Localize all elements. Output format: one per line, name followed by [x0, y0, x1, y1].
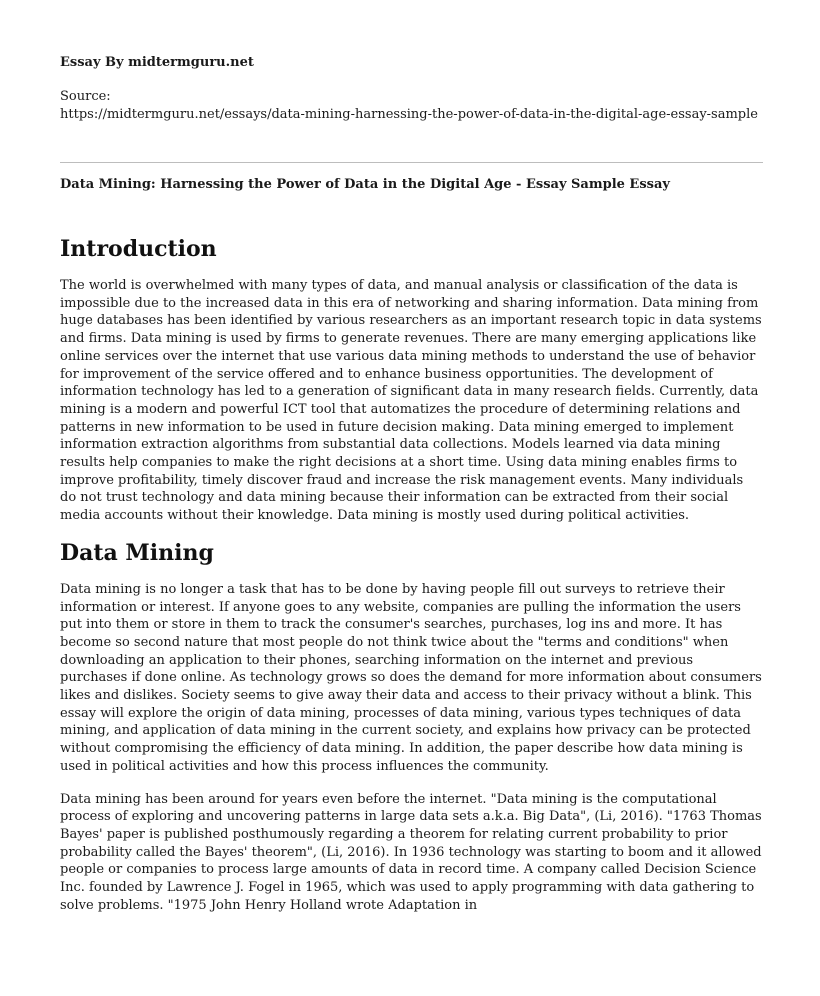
source-block	[60, 88, 763, 124]
section-heading: Data Mining	[60, 539, 214, 566]
paragraph: The world is overwhelmed with many types of data, and manual analysis or classification of the data is impossible due to the increased data in this era of networking and sharing information. Data mining from huge databases has been identified by various researchers as an important research topic in data systems and firms. Data mining is used by firms to generate revenues. There are many emerging applications like online services over the internet that use various data mining methods to understand the use of behavior for improvement of the service offered and to enhance business opportunities. The development of information technology has led to a generation of significant data in many research fields. Currently, data mining is a modern and powerful ICT tool that automatizes the procedure of determining relations and patterns in new information to be used in future decision making. Data mining emerged to implement information extraction algorithms from substantial data collections. Models learned via data mining results help companies to make the right decisions at a short time. Using data mining enables firms to improve profitability, timely discover fraud and increase the risk management events. Many individuals do not trust technology and data mining because their information can be extracted from their social media accounts without their knowledge. Data mining is mostly used during political activities.	[60, 278, 762, 524]
section-heading: Introduction	[60, 236, 217, 262]
paragraph: Data mining has been around for years even before the internet. "Data mining is the computational process of exploring and uncovering patterns in large data sets a.k.a. Big Data", (Li, 2016). "1763 Thomas Bayes' paper is published posthumously regarding a theorem for relating current probability to prior probability called the Bayes' theorem", (Li, 2016). In 1936 technology was starting to boom and it allowed people or companies to process large amounts of data in record time. A company called Decision Science Inc. founded by Lawrence J. Fogel in 1965, which was used to apply programming with data gathering to solve problems. "1975 John Henry Holland wrote Adaptation in	[60, 791, 762, 913]
section-introduction	[60, 236, 763, 525]
byline: Essay By midtermguru.net	[60, 55, 254, 70]
document-title: Data Mining: Harnessing the Power of Data in the Digital Age - Essay Sample Essay	[60, 177, 670, 192]
source-url: https://midtermguru.net/essays/data-mining-harnessing-the-power-of-data-in-the-digital-age-essay-sample	[60, 107, 758, 122]
source-label: Source:	[60, 89, 111, 104]
section-data-mining	[60, 540, 763, 915]
header-divider	[60, 162, 763, 163]
essay-body	[60, 236, 763, 930]
paragraph: Data mining is no longer a task that has to be done by having people fill out surveys to retrieve their information or interest. If anyone goes to any website, companies are pulling the information the users put into them or store in them to track the consumer's searches, purchases, log ins and more. It has become so second nature that most people do not think twice about the "terms and conditions" when downloading an application to their phones, searching information on the internet and previous purchases if done online. As technology grows so does the demand for more information about consumers likes and dislikes. Society seems to give away their data and access to their privacy without a blink. This essay will explore the origin of data mining, processes of data mining, various types techniques of data mining, and application of data mining in the current society, and explains how privacy can be protected without compromising the efficiency of data mining. In addition, the paper describe how data mining is used in political activities and how this process influences the community.	[60, 581, 762, 774]
